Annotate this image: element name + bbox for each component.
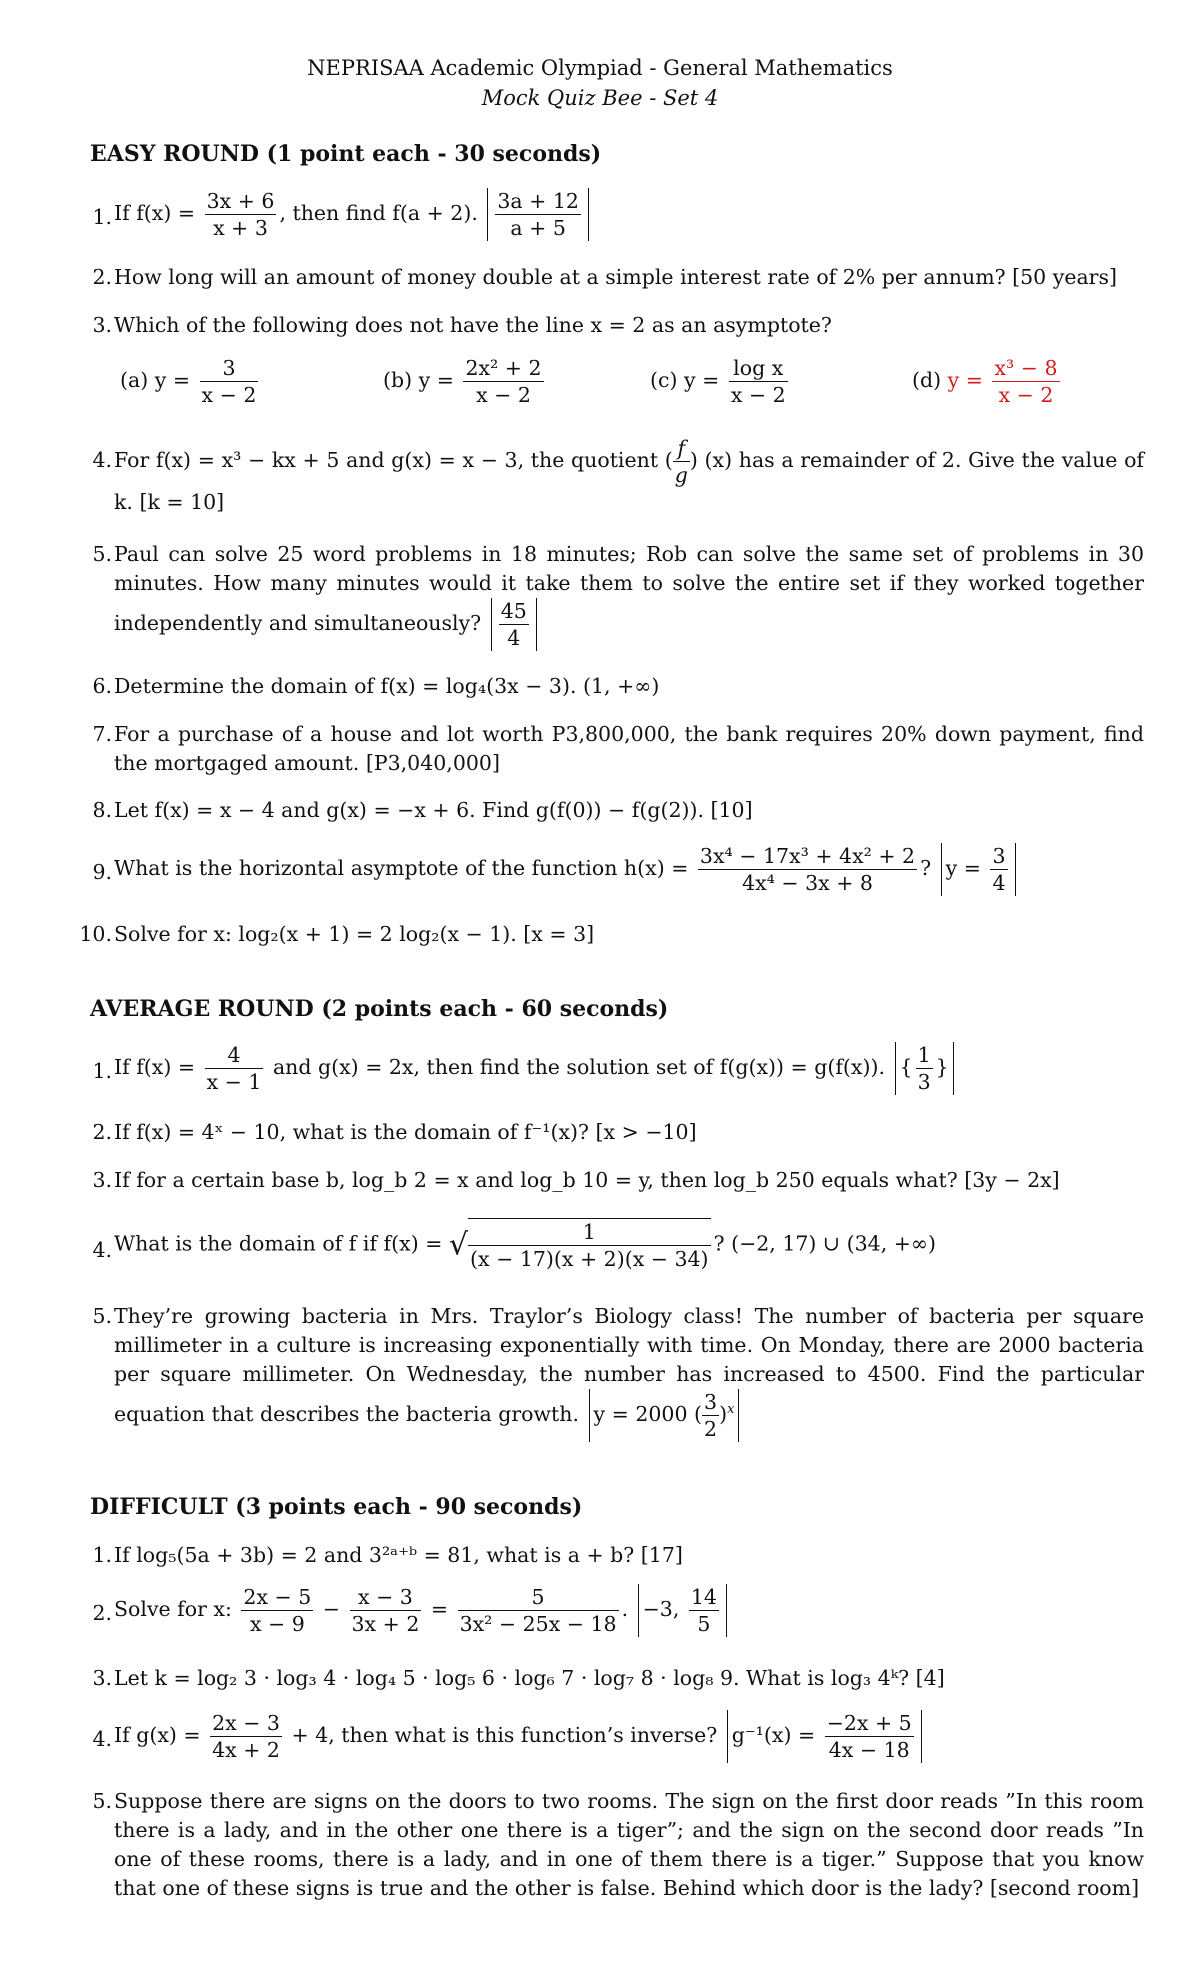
easy-question-2: 2. How long will an amount of money double at a simple interest rate of 2% per annum? [50 years] bbox=[92, 265, 1117, 289]
easy-question-6: 6. Determine the domain of f(x) = log₄(3x − 3). (1, +∞) bbox=[92, 674, 660, 698]
average-question-2: 2. If f(x) = 4ˣ − 10, what is the domain of f⁻¹(x)? [x > −10] bbox=[92, 1120, 697, 1144]
answer-bracket: y = $\frac{3}{4}$ bbox=[941, 843, 1016, 896]
average-question-1: 1. If f(x) = $\frac{4}{x - 1}$ and g(x) = 2x, then find the solution set of f(g(x)) = g(f(x)). { $\frac{1}{3}$ } bbox=[78, 1042, 1144, 1095]
answer-bracket: g⁻¹(x) = $\frac{-2x + 5}{4x - 18}$ bbox=[727, 1710, 922, 1763]
easy-question-10: 10. Solve for x: log₂(x + 1) = 2 log₂(x − 1). [x = 3] bbox=[79, 922, 595, 946]
easy-question-8: 8. Let f(x) = x − 4 and g(x) = −x + 6. Find g(f(0)) − f(g(2)). [10] bbox=[92, 798, 753, 822]
fraction: $\frac{3x + 6}{x + 3}$ bbox=[206, 189, 275, 240]
answer-bracket: y = 2000 ( $\frac{3}{2}$ )$^x$ bbox=[589, 1389, 740, 1442]
easy-question-1: 1. If f(x) = $\frac{3x + 6}{x + 3}$ , then find f(a + 2). $\frac{3a + 12}{a + 5}$ bbox=[78, 188, 1144, 241]
answer-bracket: { $\frac{1}{3}$ } bbox=[895, 1042, 954, 1095]
answer-bracket: $\frac{45}{4}$ bbox=[491, 598, 537, 651]
easy-question-5: 5. Paul can solve 25 word problems in 18 minutes; Rob can solve the same set of problems in 30 minutes. How many minutes would it take them to solve the entire set if they worked together independently and simultaneously? $\frac{45}{4}$ bbox=[92, 542, 1144, 650]
easy-question-9: 9. What is the horizontal asymptote of the function h(x) = $\frac{\text{3x⁴ − 17x³ + 4x² + 2}}{\text{4x⁴ − 3x + 8}}$ ? y = $\frac{3}{4}$ bbox=[78, 843, 1144, 896]
easy-question-4: 4. For f(x) = x³ − kx + 5 and g(x) = x − 3, the quotient ( $\frac{f}{g}$ ) (x) has a remainder of 2. Give the value of k. [k = 10] bbox=[92, 436, 1145, 514]
easy-round-heading: EASY ROUND (1 point each - 30 seconds) bbox=[90, 141, 602, 167]
option-a: (a) y = $\frac{3}{x - 2}$ bbox=[120, 356, 257, 407]
document-subtitle: Mock Quiz Bee - Set 4 bbox=[481, 86, 719, 110]
correct-answer: y = $\frac{\text{x³ − 8}}{x - 2}$ bbox=[947, 356, 1058, 407]
document-title: NEPRISAA Academic Olympiad - General Mathematics bbox=[307, 56, 893, 80]
option-c: (c) y = $\frac{\text{log x}}{x - 2}$ bbox=[650, 356, 786, 407]
difficult-question-4: 4. If g(x) = $\frac{2x - 3}{4x + 2}$ + 4, then what is this function’s inverse? g⁻¹(x) = $\frac{-2x + 5}{4x - 18}$ bbox=[78, 1710, 1144, 1763]
option-b: (b) y = $\frac{\text{2x² + 2}}{x - 2}$ bbox=[383, 356, 542, 407]
average-question-4: 4. What is the domain of f if f(x) = √ $\frac{1}{(x - 17)(x + 2)(x - 34)}$ ? (−2, 17) ∪ (34, +∞) bbox=[92, 1220, 936, 1271]
option-d: (d) y = $\frac{\text{x³ − 8}}{x - 2}$ bbox=[912, 355, 1063, 408]
answer-bracket: $\frac{3a + 12}{a + 5}$ bbox=[487, 188, 589, 241]
average-question-5: 5. They’re growing bacteria in Mrs. Traylor’s Biology class! The number of bacteria per square millimeter in a culture is increasing exponentially with time. On Monday, there are 2000 bacteria per square millimeter. On Wednesday, the number has increased to 4500. Find the particular equation that describes the bacteria growth. y = 2000 ( $\frac{3}{2}$ )$^x$ bbox=[92, 1304, 1144, 1441]
answer-bracket: −3, $\frac{14}{5}$ bbox=[638, 1584, 727, 1637]
easy-question-7: 7. For a purchase of a house and lot worth P3,800,000, the bank requires 20% down payment, find the mortgaged amount. [P3,040,000] bbox=[92, 722, 1144, 775]
easy-question-3: 3. Which of the following does not have the line x = 2 as an asymptote? bbox=[92, 313, 832, 337]
difficult-question-2: 2. Solve for x: $\frac{2x - 5}{x - 9}$ − $\frac{x - 3}{3x + 2}$ = $\frac{5}{\text{3x² − 25x − 18}}$ . −3, $\frac{14}{5}$ bbox=[78, 1584, 1144, 1637]
average-round-heading: AVERAGE ROUND (2 points each - 60 seconds) bbox=[90, 996, 669, 1022]
average-question-3: 3. If for a certain base b, log_b 2 = x and log_b 10 = y, then log_b 250 equals what? [3y − 2x] bbox=[92, 1168, 1060, 1192]
difficult-round-heading: DIFFICULT (3 points each - 90 seconds) bbox=[90, 1494, 583, 1520]
difficult-question-1: 1. If log₅(5a + 3b) = 2 and 3²ᵃ⁺ᵇ = 81, what is a + b? [17] bbox=[92, 1543, 683, 1567]
difficult-question-3: 3. Let k = log₂ 3 · log₃ 4 · log₄ 5 · log₅ 6 · log₆ 7 · log₇ 8 · log₈ 9. What is log₃ 4ᵏ? [4] bbox=[92, 1666, 945, 1690]
difficult-question-5: 5. Suppose there are signs on the doors to two rooms. The sign on the first door reads ”In this room there is a lady, and in the other one there is a tiger”; and the sign on the second door reads ”In one of these rooms, there is a lady, and in one of them there is a tiger.” Suppose that you know that one of these signs is true and the other is false. Behind which door is the lady? [second room] bbox=[92, 1789, 1144, 1900]
